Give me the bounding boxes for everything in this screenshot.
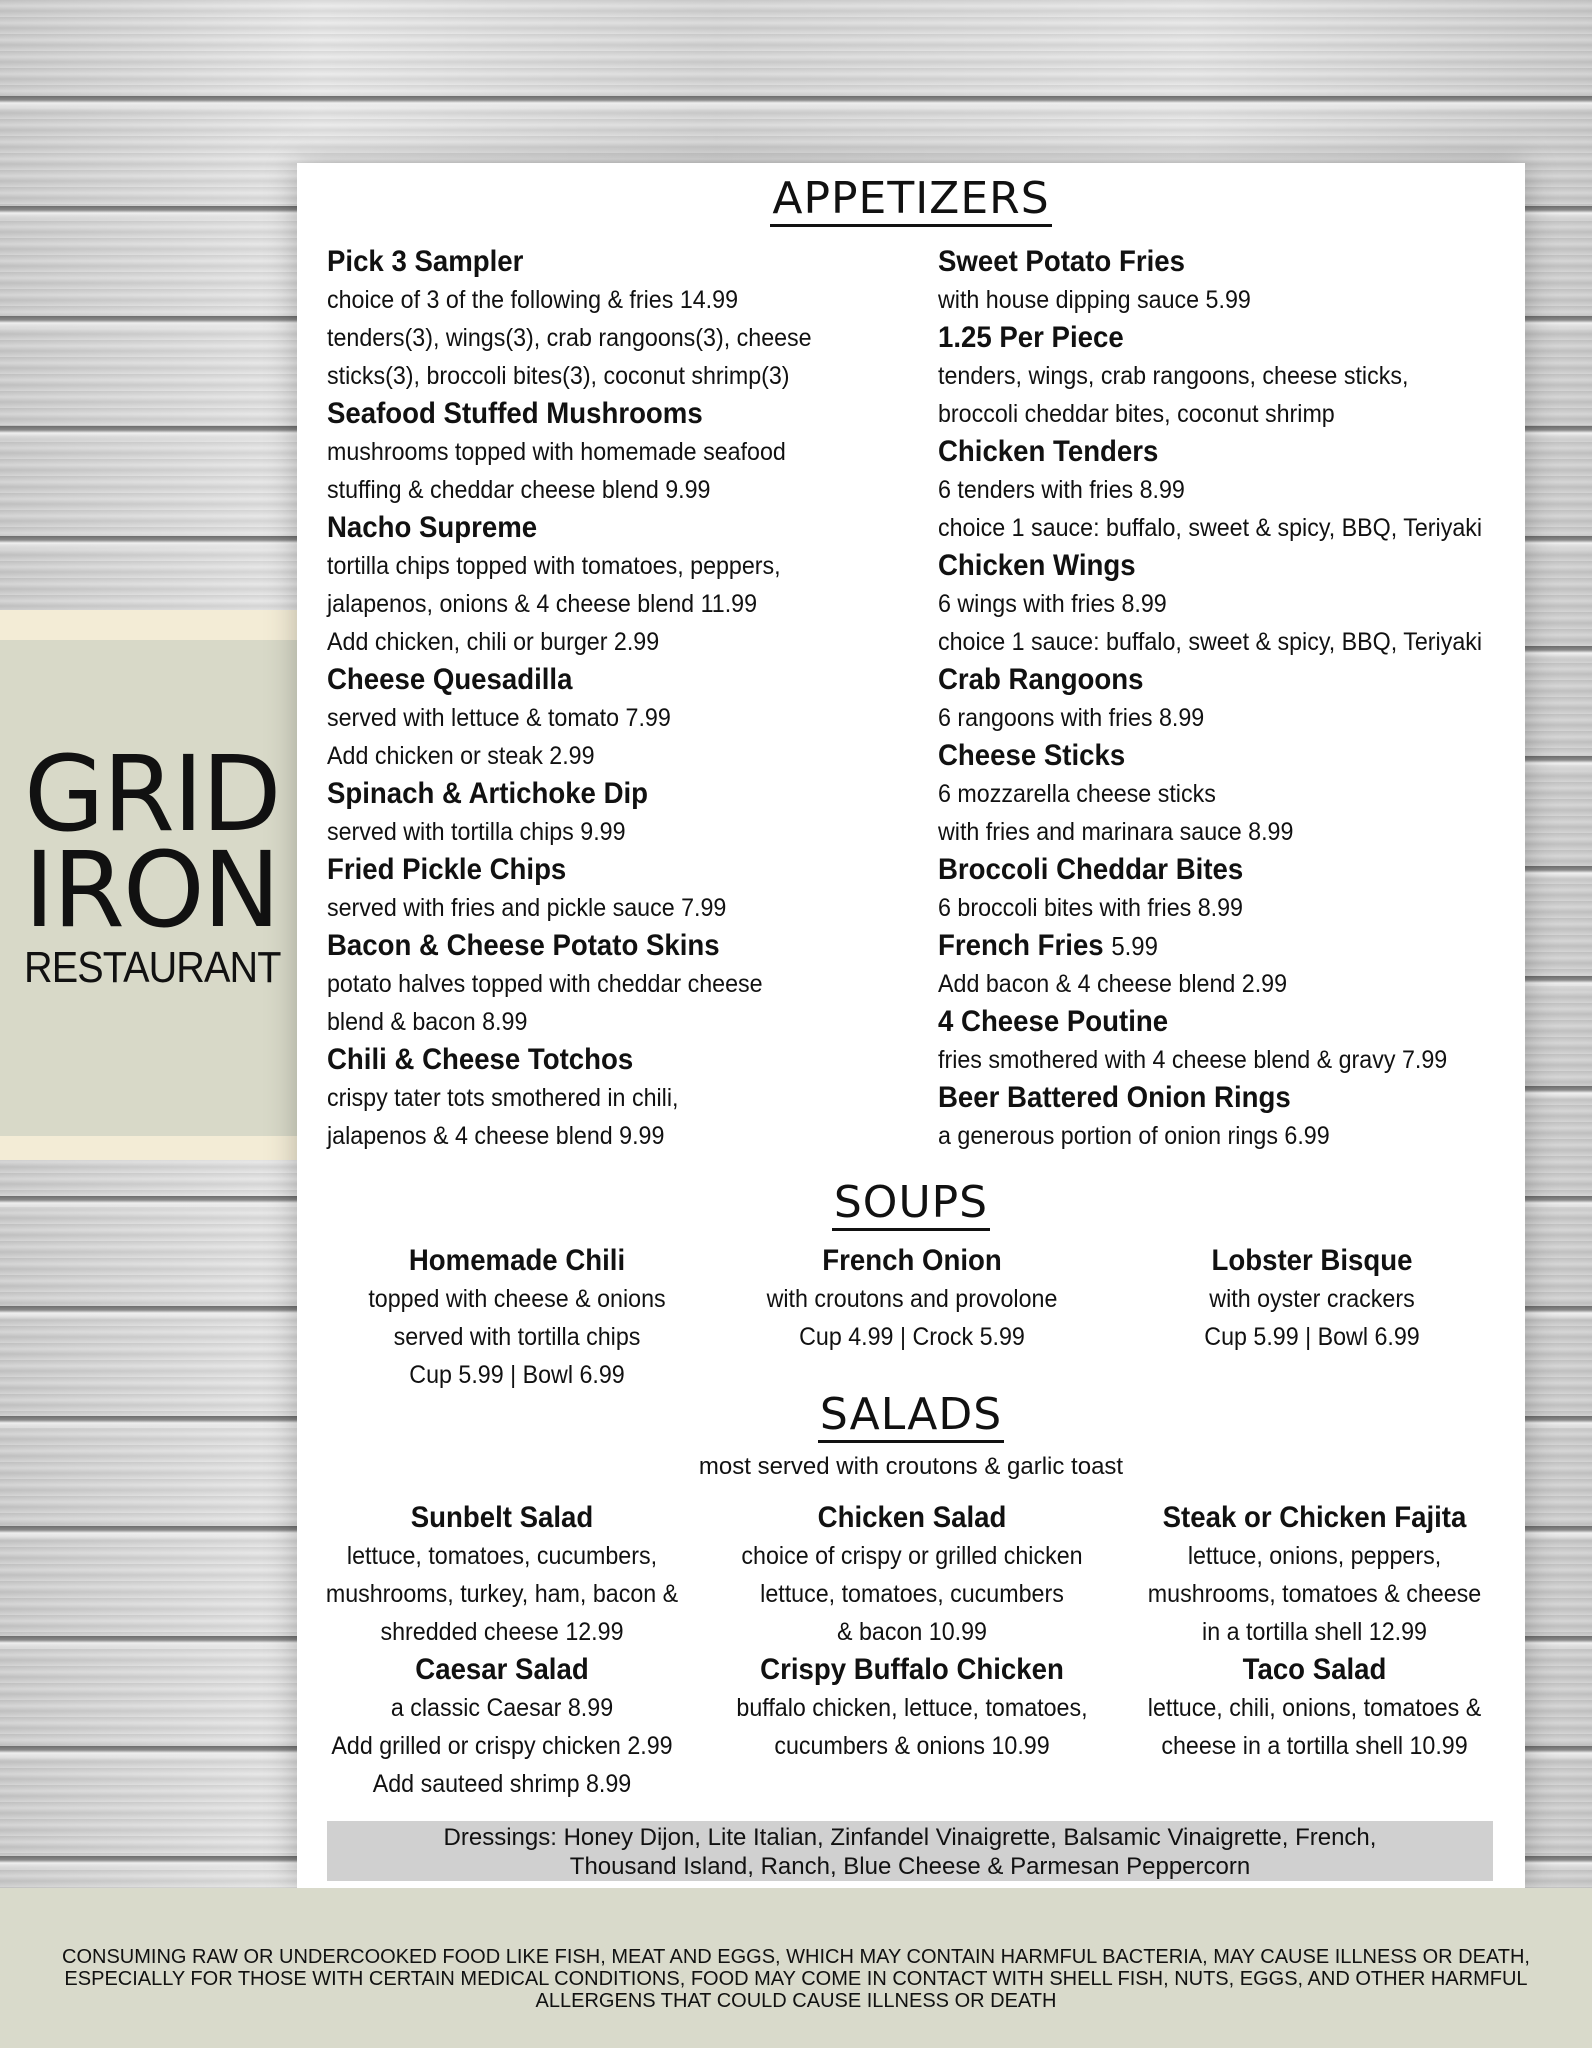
- item-description: jalapenos, onions & 4 cheese blend 11.99: [327, 590, 758, 618]
- item-description: lettuce, onions, peppers,: [1187, 1542, 1442, 1570]
- menu-item: [938, 851, 1518, 927]
- menu-item: [938, 927, 1518, 1003]
- item-description: choice 1 sauce: buffalo, sweet & spicy, BBQ, Teriyaki: [938, 628, 1483, 656]
- item-description: Add sauteed shrimp 8.99: [372, 1770, 632, 1798]
- menu-item: [1112, 1499, 1517, 1651]
- item-description: & bacon 10.99: [837, 1618, 987, 1646]
- menu-item: [938, 547, 1518, 661]
- item-description: served with lettuce & tomato 7.99: [327, 704, 671, 732]
- item-description: 6 broccoli bites with fries 8.99: [938, 894, 1243, 922]
- item-name: Cheese Sticks: [938, 739, 1126, 772]
- menu-item: [938, 737, 1518, 851]
- item-name: Broccoli Cheddar Bites: [938, 853, 1244, 886]
- menu-item: [938, 319, 1518, 433]
- item-description: mushrooms, tomatoes & cheese: [1147, 1580, 1482, 1608]
- salads-column-3: [1112, 1499, 1517, 1765]
- menu-card: [297, 163, 1525, 1888]
- item-price: 5.99: [1111, 931, 1158, 961]
- item-name: Caesar Salad: [415, 1653, 589, 1686]
- item-name: Lobster Bisque: [1211, 1244, 1413, 1277]
- soup-item: [1112, 1242, 1512, 1356]
- item-description: shredded cheese 12.99: [380, 1618, 624, 1646]
- item-description: mushrooms, turkey, ham, bacon &: [325, 1580, 679, 1608]
- food-safety-warning: CONSUMING RAW OR UNDERCOOKED FOOD LIKE FISH, MEAT AND EGGS, WHICH MAY CONTAIN HARMFUL BACTERIA, MAY CAUSE ILLNESS OR DEATH, ESPECIALLY FOR THOSE WITH CERTAIN MEDICAL CONDITIONS, FOOD MAY COME IN CONTACT WITH SHELL FISH, NUTS, EGGS, AND OTHER HARMFUL ALLERGENS THAT COULD CAUSE ILLNESS OR DEATH: [62, 1946, 1530, 2012]
- soups-heading: SOUPS: [297, 1177, 1525, 1229]
- item-description: with fries and marinara sauce 8.99: [938, 818, 1294, 846]
- item-name: Chicken Tenders: [938, 435, 1159, 468]
- item-name: Steak or Chicken Fajita: [1162, 1501, 1467, 1534]
- item-name: Beer Battered Onion Rings: [938, 1081, 1291, 1114]
- menu-item: [327, 927, 917, 1041]
- dressings-banner: [327, 1821, 1493, 1881]
- item-name-with-price: [938, 927, 1472, 965]
- item-description: Add chicken or steak 2.99: [327, 742, 595, 770]
- item-description: 6 tenders with fries 8.99: [938, 476, 1185, 504]
- dressings-line: Dressings: Honey Dijon, Lite Italian, Zinfandel Vinaigrette, Balsamic Vinaigrette, French,: [443, 1824, 1377, 1851]
- item-name: French Onion: [822, 1244, 1002, 1277]
- item-name: Nacho Supreme: [327, 511, 538, 544]
- soup-item: [727, 1242, 1097, 1356]
- item-description: broccoli cheddar bites, coconut shrimp: [938, 400, 1335, 428]
- menu-item: [1112, 1651, 1517, 1765]
- item-name: Cheese Quesadilla: [327, 663, 573, 696]
- item-description: 6 rangoons with fries 8.99: [938, 704, 1205, 732]
- item-name: Pick 3 Sampler: [327, 245, 524, 278]
- item-description: Add bacon & 4 cheese blend 2.99: [938, 970, 1288, 998]
- menu-item: [327, 243, 917, 395]
- item-description: Add grilled or crispy chicken 2.99: [331, 1732, 673, 1760]
- menu-item: [938, 1079, 1518, 1155]
- item-description: 6 wings with fries 8.99: [938, 590, 1167, 618]
- item-description: served with fries and pickle sauce 7.99: [327, 894, 727, 922]
- dressings-line: Thousand Island, Ranch, Blue Cheese & Parmesan Peppercorn: [569, 1853, 1251, 1880]
- item-description: with croutons and provolone: [766, 1285, 1058, 1313]
- item-price: Cup 4.99 | Crock 5.99: [799, 1323, 1025, 1351]
- item-description: choice of 3 of the following & fries 14.99: [327, 286, 739, 314]
- item-name: Sweet Potato Fries: [938, 245, 1185, 278]
- menu-item: [938, 1003, 1518, 1079]
- item-name: Sunbelt Salad: [410, 1501, 594, 1534]
- item-price: Cup 5.99 | Bowl 6.99: [409, 1361, 625, 1389]
- item-price: Cup 5.99 | Bowl 6.99: [1204, 1323, 1420, 1351]
- item-name: Chicken Wings: [938, 549, 1136, 582]
- item-name: 4 Cheese Poutine: [938, 1005, 1169, 1038]
- item-description: topped with cheese & onions: [368, 1285, 666, 1313]
- menu-item: [297, 1651, 707, 1803]
- item-name: Homemade Chili: [408, 1244, 626, 1277]
- item-description: Add chicken, chili or burger 2.99: [327, 628, 660, 656]
- item-name: Chicken Salad: [817, 1501, 1007, 1534]
- item-description: fries smothered with 4 cheese blend & gravy 7.99: [938, 1046, 1448, 1074]
- item-name: Fried Pickle Chips: [327, 853, 567, 886]
- salads-subtitle: most served with croutons & garlic toast: [698, 1453, 1124, 1480]
- item-name: Crispy Buffalo Chicken: [760, 1653, 1064, 1686]
- item-name: Crab Rangoons: [938, 663, 1144, 696]
- item-description: cucumbers & onions 10.99: [774, 1732, 1050, 1760]
- item-name: Taco Salad: [1242, 1653, 1387, 1686]
- soup-item: [317, 1242, 717, 1394]
- item-description: with house dipping sauce 5.99: [938, 286, 1251, 314]
- brand-line-iron: IRON: [24, 829, 279, 951]
- item-description: lettuce, chili, onions, tomatoes &: [1147, 1694, 1482, 1722]
- item-description: crispy tater tots smothered in chili,: [327, 1084, 679, 1112]
- item-description: tenders(3), wings(3), crab rangoons(3), cheese: [327, 324, 812, 352]
- item-description: choice of crispy or grilled chicken: [741, 1542, 1083, 1570]
- item-description: blend & bacon 8.99: [327, 1008, 528, 1036]
- item-description: 6 mozzarella cheese sticks: [938, 780, 1216, 808]
- menu-item: [717, 1651, 1107, 1765]
- appetizers-heading: APPETIZERS: [297, 173, 1525, 225]
- item-description: lettuce, tomatoes, cucumbers,: [346, 1542, 658, 1570]
- item-description: cheese in a tortilla shell 10.99: [1161, 1732, 1468, 1760]
- item-description: choice 1 sauce: buffalo, sweet & spicy, BBQ, Teriyaki: [938, 514, 1483, 542]
- item-description: stuffing & cheddar cheese blend 9.99: [327, 476, 711, 504]
- brand-line-restaurant: RESTAURANT: [24, 943, 281, 992]
- menu-item: [297, 1499, 707, 1651]
- item-description: mushrooms topped with homemade seafood: [327, 438, 786, 466]
- item-description: lettuce, tomatoes, cucumbers: [760, 1580, 1064, 1608]
- item-description: potato halves topped with cheddar cheese: [327, 970, 763, 998]
- menu-item: [938, 661, 1518, 737]
- menu-item: [327, 1041, 917, 1155]
- item-description: served with tortilla chips 9.99: [327, 818, 626, 846]
- salads-column-1: [297, 1499, 707, 1803]
- menu-item: [327, 661, 917, 775]
- item-description: a generous portion of onion rings 6.99: [938, 1122, 1330, 1150]
- menu-item: [717, 1499, 1107, 1651]
- salads-column-2: [717, 1499, 1107, 1765]
- item-name: 1.25 Per Piece: [938, 321, 1124, 354]
- item-name: Chili & Cheese Totchos: [327, 1043, 634, 1076]
- item-name: Bacon & Cheese Potato Skins: [327, 929, 720, 962]
- item-description: in a tortilla shell 12.99: [1202, 1618, 1427, 1646]
- item-description: sticks(3), broccoli bites(3), coconut shrimp(3): [327, 362, 790, 390]
- appetizers-right-column: [938, 243, 1518, 1155]
- salads-heading: SALADS: [297, 1389, 1525, 1441]
- item-description: served with tortilla chips: [393, 1323, 641, 1351]
- item-description: tortilla chips topped with tomatoes, peppers,: [327, 552, 781, 580]
- brand-line-grid: GRID: [24, 733, 280, 855]
- menu-item: [327, 395, 917, 509]
- menu-item: [327, 775, 917, 851]
- item-name: Spinach & Artichoke Dip: [327, 777, 649, 810]
- appetizers-left-column: [327, 243, 917, 1155]
- item-description: tenders, wings, crab rangoons, cheese sticks,: [938, 362, 1409, 390]
- item-description: with oyster crackers: [1209, 1285, 1415, 1313]
- restaurant-logo: [24, 733, 294, 994]
- menu-item: [938, 433, 1518, 547]
- menu-item: [938, 243, 1518, 319]
- item-name: Seafood Stuffed Mushrooms: [327, 397, 703, 430]
- item-description: buffalo chicken, lettuce, tomatoes,: [736, 1694, 1088, 1722]
- item-name: French Fries: [938, 929, 1104, 962]
- footer: [0, 1888, 1592, 2048]
- item-description: jalapenos & 4 cheese blend 9.99: [327, 1122, 665, 1150]
- item-description: a classic Caesar 8.99: [390, 1694, 614, 1722]
- menu-item: [327, 851, 917, 927]
- menu-item: [327, 509, 917, 661]
